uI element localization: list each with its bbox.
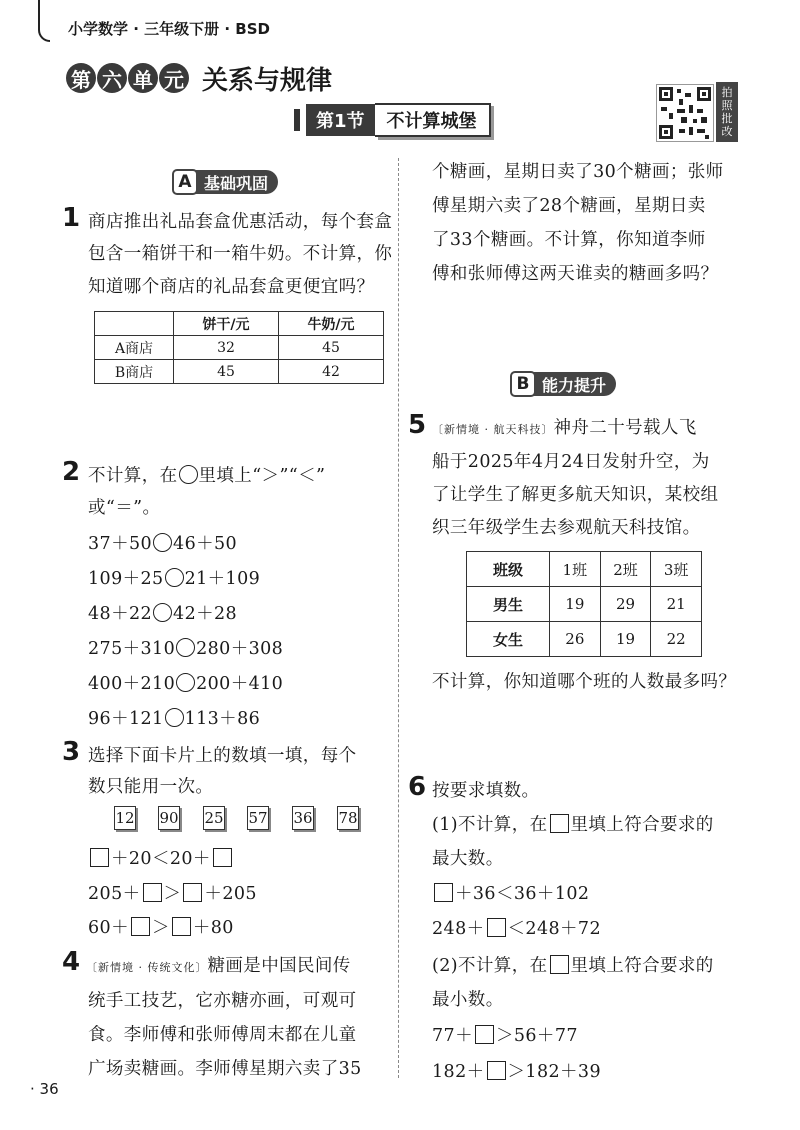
unit-badge bbox=[66, 63, 190, 93]
page-number: · 36 bbox=[30, 1080, 59, 1098]
q2-item bbox=[88, 705, 260, 730]
answer-box[interactable] bbox=[550, 955, 569, 974]
level-letter: B bbox=[510, 371, 536, 397]
table-cell: 22 bbox=[651, 622, 702, 657]
answer-box[interactable] bbox=[90, 848, 109, 867]
table-row bbox=[467, 587, 702, 622]
expr-left: 48＋22 bbox=[88, 604, 153, 624]
q5-text-part: 神舟二十号载人飞 bbox=[553, 418, 697, 438]
q5-text: 了让学生了解更多航天知识，某校组 bbox=[432, 485, 719, 505]
question-number: 5 bbox=[408, 410, 427, 440]
answer-circle[interactable] bbox=[153, 603, 172, 622]
number-card: 57 bbox=[247, 806, 269, 830]
photo-grading-label[interactable] bbox=[716, 82, 738, 142]
answer-box[interactable] bbox=[487, 918, 506, 937]
q4-text-part: 糖画是中国民间传 bbox=[207, 956, 351, 976]
q5-text: 船于2025年4月24日发射升空，为 bbox=[432, 452, 710, 472]
answer-box[interactable] bbox=[487, 1061, 506, 1080]
q2-text bbox=[88, 462, 325, 487]
section-tick bbox=[294, 109, 300, 131]
table-header-row bbox=[95, 312, 384, 336]
q1-text: 商店推出礼品套盒优惠活动，每个套盒 bbox=[88, 212, 393, 232]
q4-text bbox=[86, 952, 351, 977]
qr-label-char: 照 bbox=[721, 99, 733, 112]
unit-char: 元 bbox=[159, 63, 189, 93]
answer-circle[interactable] bbox=[165, 708, 184, 727]
context-tag: 〔新情境 · 传统文化〕 bbox=[86, 961, 208, 974]
answer-box[interactable] bbox=[172, 917, 191, 936]
qr-label-char: 批 bbox=[721, 112, 733, 125]
q6-text-part: (2)不计算，在 bbox=[432, 956, 548, 976]
corner-decoration bbox=[38, 0, 50, 42]
question-number: 4 bbox=[62, 947, 81, 977]
number-card: 90 bbox=[158, 806, 180, 830]
q6-text-part: 里填上符合要求的 bbox=[570, 956, 714, 976]
answer-box[interactable] bbox=[434, 883, 453, 902]
answer-box[interactable] bbox=[131, 917, 150, 936]
q6-part1 bbox=[432, 811, 714, 836]
level-a-badge bbox=[172, 170, 278, 194]
q6-part1: 最大数。 bbox=[432, 849, 504, 869]
unit-char: 六 bbox=[97, 63, 127, 93]
q3-item bbox=[88, 880, 257, 905]
q5-class-table bbox=[466, 551, 702, 657]
q5-question: 不计算，你知道哪个班的人数最多吗？ bbox=[432, 672, 737, 692]
table-row bbox=[95, 336, 384, 360]
q4-text: 了33个糖画。不计算，你知道李师 bbox=[432, 230, 706, 250]
expr-text: ＜248＋72 bbox=[507, 919, 601, 939]
book-series: 小学数学 · 三年级下册 · BSD bbox=[68, 20, 270, 38]
expr-text: ＞182＋39 bbox=[507, 1062, 601, 1082]
expr-text: 77＋ bbox=[432, 1026, 473, 1046]
expr-text: ＞56＋77 bbox=[495, 1026, 578, 1046]
q6-item bbox=[432, 880, 589, 905]
question-number: 1 bbox=[62, 203, 81, 233]
answer-box[interactable] bbox=[550, 814, 569, 833]
q2-item bbox=[88, 565, 260, 590]
qr-code-icon[interactable] bbox=[656, 84, 714, 142]
expr-left: 275＋310 bbox=[88, 639, 176, 659]
unit-char: 第 bbox=[66, 63, 96, 93]
section-title: 不计算城堡 bbox=[375, 103, 491, 137]
table-header-cell: 牛奶/元 bbox=[279, 312, 384, 336]
q6-part2 bbox=[432, 952, 714, 977]
q6-text-part: (1)不计算，在 bbox=[432, 815, 548, 835]
question-number: 2 bbox=[62, 457, 81, 487]
q6-title: 按要求填数。 bbox=[432, 781, 540, 801]
level-label: 基础巩固 bbox=[204, 173, 269, 193]
expr-text: 182＋ bbox=[432, 1062, 485, 1082]
answer-circle[interactable] bbox=[179, 465, 198, 484]
table-header-row bbox=[467, 552, 702, 587]
level-b-badge bbox=[510, 372, 616, 396]
answer-box[interactable] bbox=[475, 1025, 494, 1044]
table-cell: A商店 bbox=[95, 336, 174, 360]
expr-text: 205＋ bbox=[88, 884, 141, 904]
question-number: 6 bbox=[408, 772, 427, 802]
q1-text: 包含一箱饼干和一箱牛奶。不计算，你 bbox=[88, 244, 393, 264]
expr-text: ＋36＜36＋102 bbox=[455, 884, 590, 904]
column-divider bbox=[398, 158, 399, 1078]
q3-item bbox=[88, 914, 234, 939]
table-header-cell: 2班 bbox=[600, 552, 651, 587]
q6-text-part: 里填上符合要求的 bbox=[570, 815, 714, 835]
number-card: 25 bbox=[203, 806, 225, 830]
q6-item bbox=[432, 915, 601, 940]
table-cell: 男生 bbox=[467, 587, 550, 622]
table-cell: 19 bbox=[550, 587, 601, 622]
unit-char: 单 bbox=[128, 63, 158, 93]
q5-text: 织三年级学生去参观航天科技馆。 bbox=[432, 518, 701, 538]
expr-right: 46＋50 bbox=[173, 534, 238, 554]
expr-right: 280＋308 bbox=[196, 639, 284, 659]
q2-item bbox=[88, 600, 237, 625]
answer-circle[interactable] bbox=[165, 568, 184, 587]
expr-right: 21＋109 bbox=[184, 569, 261, 589]
expr-text: ＋205 bbox=[204, 884, 257, 904]
q4-text: 食。李师傅和张师傅周末都在儿童 bbox=[88, 1025, 357, 1045]
expr-text: ＞ bbox=[163, 884, 182, 904]
q2-text: 或“＝”。 bbox=[88, 498, 161, 518]
q1-text: 知道哪个商店的礼品套盒更便宜吗？ bbox=[88, 277, 375, 297]
q2-item bbox=[88, 670, 283, 695]
q1-price-table bbox=[94, 311, 384, 384]
table-cell: 45 bbox=[174, 360, 279, 384]
q4-text: 傅和张师傅这两天谁卖的糖画多吗？ bbox=[432, 264, 719, 284]
table-cell: 45 bbox=[279, 336, 384, 360]
table-cell: B商店 bbox=[95, 360, 174, 384]
q4-text: 广场卖糖画。李师傅星期六卖了35 bbox=[88, 1059, 362, 1079]
unit-title: 关系与规律 bbox=[202, 65, 333, 96]
expr-left: 37＋50 bbox=[88, 534, 153, 554]
section-number: 第1节 bbox=[306, 104, 375, 136]
table-header-cell: 1班 bbox=[550, 552, 601, 587]
expr-right: 42＋28 bbox=[173, 604, 238, 624]
expr-text: ＋20＜20＋ bbox=[111, 849, 211, 869]
answer-box[interactable] bbox=[143, 883, 162, 902]
answer-circle[interactable] bbox=[176, 638, 195, 657]
expr-right: 200＋410 bbox=[196, 674, 284, 694]
level-letter: A bbox=[172, 169, 198, 195]
table-cell: 42 bbox=[279, 360, 384, 384]
q4-text: 统手工技艺，它亦糖亦画，可观可 bbox=[88, 991, 357, 1011]
answer-box[interactable] bbox=[183, 883, 202, 902]
q3-text: 选择下面卡片上的数填一填，每个 bbox=[88, 746, 357, 766]
expr-text: ＋80 bbox=[192, 918, 234, 938]
question-number: 3 bbox=[62, 737, 81, 767]
number-card: 78 bbox=[337, 806, 359, 830]
table-header-cell: 3班 bbox=[651, 552, 702, 587]
q2-text-part: 不计算，在 bbox=[88, 466, 178, 486]
q6-part2: 最小数。 bbox=[432, 990, 504, 1010]
q4-text: 个糖画，星期日卖了30个糖画；张师 bbox=[432, 162, 724, 182]
section-heading bbox=[294, 103, 491, 137]
q2-item bbox=[88, 635, 283, 660]
q5-text bbox=[432, 414, 697, 439]
table-cell: 女生 bbox=[467, 622, 550, 657]
unit-heading bbox=[66, 58, 332, 98]
q2-text-part: 里填上“＞”“＜” bbox=[198, 466, 326, 486]
expr-text: ＞ bbox=[151, 918, 170, 938]
table-cell: 29 bbox=[600, 587, 651, 622]
qr-label-char: 拍 bbox=[721, 86, 733, 99]
table-header-cell: 饼干/元 bbox=[174, 312, 279, 336]
answer-circle[interactable] bbox=[176, 673, 195, 692]
answer-circle[interactable] bbox=[153, 533, 172, 552]
table-cell: 32 bbox=[174, 336, 279, 360]
number-card: 36 bbox=[292, 806, 314, 830]
expr-text: 248＋ bbox=[432, 919, 485, 939]
expr-right: 113＋86 bbox=[184, 709, 261, 729]
expr-text: 60＋ bbox=[88, 918, 129, 938]
table-cell: 19 bbox=[600, 622, 651, 657]
number-card: 12 bbox=[114, 806, 136, 830]
expr-left: 109＋25 bbox=[88, 569, 164, 589]
context-tag: 〔新情境 · 航天科技〕 bbox=[432, 423, 554, 436]
q3-item bbox=[88, 845, 234, 870]
table-row bbox=[467, 622, 702, 657]
expr-left: 96＋121 bbox=[88, 709, 164, 729]
table-cell: 21 bbox=[651, 587, 702, 622]
table-cell: 26 bbox=[550, 622, 601, 657]
q2-item bbox=[88, 530, 237, 555]
qr-label-char: 改 bbox=[721, 125, 733, 138]
q6-item bbox=[432, 1022, 578, 1047]
q6-item bbox=[432, 1058, 601, 1083]
level-label: 能力提升 bbox=[542, 375, 607, 395]
expr-left: 400＋210 bbox=[88, 674, 176, 694]
answer-box[interactable] bbox=[213, 848, 232, 867]
table-cell bbox=[95, 312, 174, 336]
table-header-cell: 班级 bbox=[467, 552, 550, 587]
q3-text: 数只能用一次。 bbox=[88, 777, 214, 797]
q4-text: 傅星期六卖了28个糖画，星期日卖 bbox=[432, 196, 706, 216]
table-row bbox=[95, 360, 384, 384]
